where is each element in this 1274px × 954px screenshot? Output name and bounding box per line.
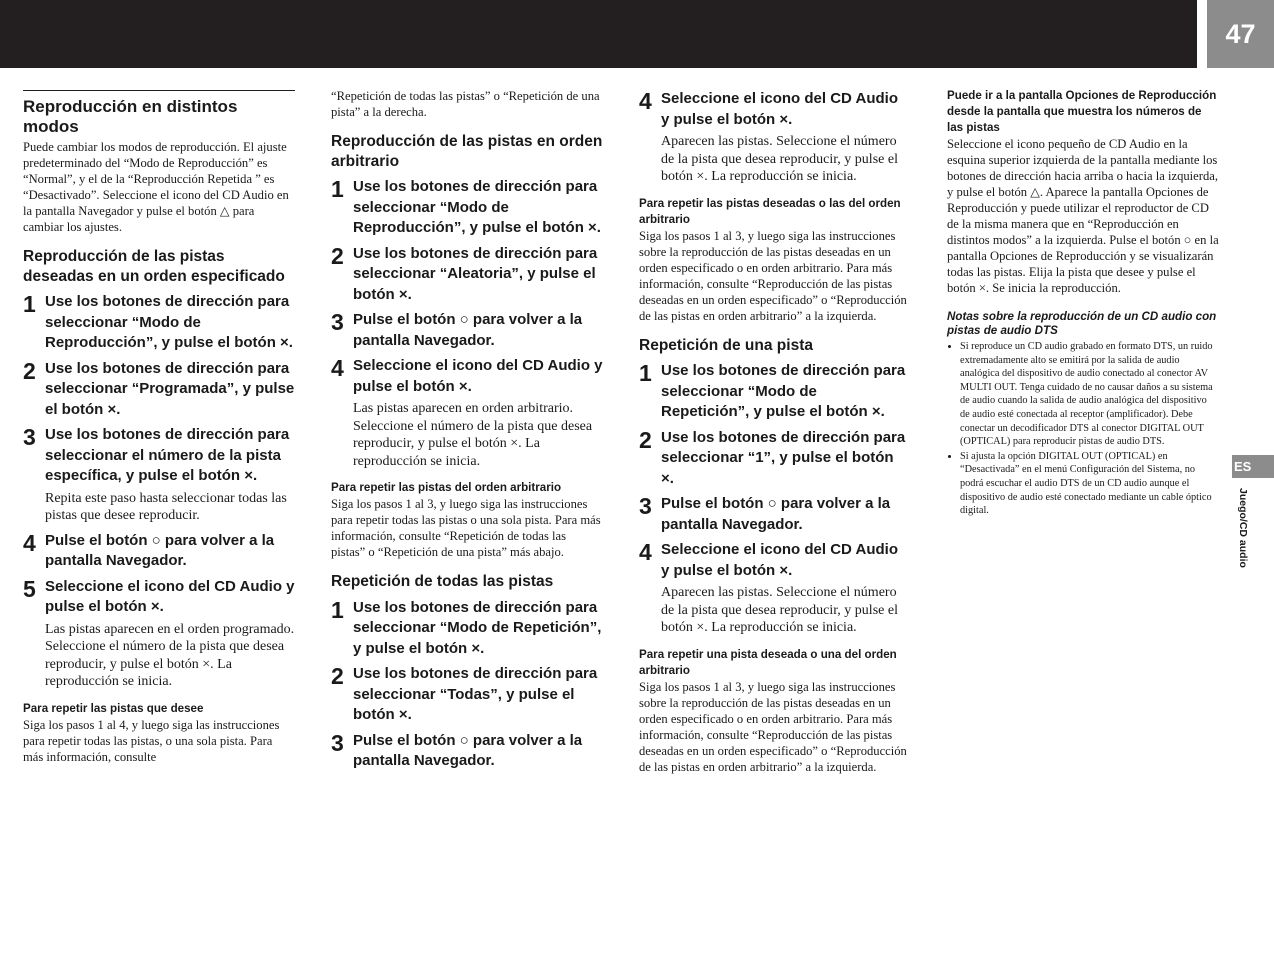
- repeat-one-text: Siga los pasos 1 al 3, y luego siga las instrucciones sobre la reproducción de las pistas deseadas en un orden especificado o en orden arbitrario. Para más información, consulte “Reproducción de las pistas deseadas en un orden especificado” o “Reproducción de las pistas en orden arbitrario” a la izquierda.: [639, 680, 907, 775]
- step-number: 4: [639, 88, 652, 114]
- step-note: Repita este paso hasta seleccionar todas las pistas que desee reproducir.: [45, 490, 287, 524]
- step-instruction: Use los botones de dirección para seleccionar “Modo de Reproducción”, y pulse el botón ×.: [45, 293, 293, 351]
- goto-options-text: Seleccione el icono pequeño de CD Audio en la esquina superior izquierda de la pantalla mediante los botones de dirección hacia arriba o hacia la izquierda, y pulse el botón △. Aparece la pantalla Opciones de Reproducción y puede utilizar el reproductor de CD de la misma manera que en “Reproducción en distintos modos” a la izquierda. Pulse el botón ○ en la pantalla Opciones de Reproducción y se visualizarán todas las pistas. Elija la pista que desee y pulse el botón ×. Se inicia la reproducción.: [947, 137, 1219, 295]
- step-instruction: Pulse el botón ○ para volver a la pantalla Navegador.: [45, 531, 275, 570]
- step-number: 3: [331, 729, 344, 756]
- step-list-repeat-all-cont: [639, 89, 909, 186]
- heading-repeat-all: Repetición de todas las pistas: [331, 573, 554, 591]
- step-instruction: Use los botones de dirección para seleccionar “Modo de Repetición”, y pulse el botón ×.: [353, 598, 602, 657]
- step-instruction: Seleccione el icono del CD Audio y pulse el botón ×.: [661, 541, 898, 579]
- step-item: [639, 89, 909, 130]
- step-list-specified: [23, 292, 295, 691]
- continued-text: “Repetición de todas las pistas” o “Repetición de una pista” a la derecha.: [331, 89, 600, 119]
- section-side-label: Juego/CD audio: [1237, 488, 1249, 568]
- step-instruction: Pulse el botón ○ para volver a la pantalla Navegador.: [353, 731, 583, 770]
- section-title-modes: Reproducción en distintos modos: [23, 97, 238, 136]
- step-item: [331, 664, 603, 726]
- step-item: [331, 244, 603, 306]
- step-number: 3: [23, 424, 36, 450]
- step-instruction: Use los botones de dirección para seleccionar “Modo de Reproducción”, y pulse el botón ×.: [353, 178, 601, 236]
- step-instruction: Use los botones de dirección para seleccionar “1”, y pulse el botón ×.: [661, 428, 906, 487]
- step-list-random: [331, 177, 603, 470]
- subheading-repeat-all: Para repetir las pistas deseadas o las del orden arbitrario: [639, 196, 901, 226]
- step-note: Las pistas aparecen en orden arbitrario. Seleccione el número de la pista que desea reproducir, y pulse el botón ×. La reproducción se inicia.: [353, 401, 593, 469]
- heading-repeat-one: Repetición de una pista: [639, 336, 813, 354]
- step-instruction: Use los botones de dirección para seleccionar “Aleatoria”, y pulse el botón ×.: [353, 244, 598, 303]
- step-item: [639, 540, 909, 581]
- step-number: 2: [639, 426, 652, 453]
- step-number: 4: [639, 539, 652, 566]
- step-number: 1: [331, 596, 344, 623]
- step-item: [331, 310, 603, 351]
- step-number: 2: [331, 663, 344, 690]
- column-3: [639, 84, 909, 775]
- language-tab: ES: [1232, 455, 1274, 478]
- step-item: [639, 494, 909, 535]
- step-instruction: Pulse el botón ○ para volver a la pantalla Navegador.: [661, 495, 891, 533]
- step-number: 3: [331, 309, 344, 335]
- heading-random-order: Reproducción de las pistas en orden arbitrario: [331, 133, 603, 170]
- step-item: [23, 425, 295, 487]
- step-item: [331, 598, 603, 660]
- step-number: 2: [331, 242, 344, 269]
- step-number: 1: [331, 176, 344, 202]
- step-instruction: Pulse el botón ○ para volver a la pantalla Navegador.: [353, 311, 583, 349]
- step-number: 2: [23, 357, 36, 384]
- page-number: 47: [1207, 0, 1274, 68]
- random-repeat-text: Siga los pasos 1 al 3, y luego siga las instrucciones para repetir todas las pistas o una sola pista. Para más información, consulte “Repetición de todas las pistas” o “Repetición de una pista” más abajo.: [331, 497, 601, 560]
- step-number: 1: [23, 291, 36, 317]
- intro-text: Puede cambiar los modos de reproducción. El ajuste predeterminado del “Modo de Reproducción” es “Normal”, y el de la “Reproducción Repetida ” es “Desactivado”. Seleccione el icono del CD Audio en la pantalla Navegador y pulse el botón △ para cambiar los ajustes.: [23, 140, 289, 234]
- step-instruction: Seleccione el icono del CD Audio y pulse el botón ×.: [353, 357, 603, 395]
- step-note: Las pistas aparecen en el orden programado. Seleccione el número de la pista que desea reproducir, y pulse el botón ×. La reproducción se inicia.: [45, 621, 295, 690]
- step-item: [23, 577, 295, 618]
- step-item: [639, 428, 909, 490]
- step-number: 4: [331, 355, 344, 381]
- step-list-repeat-all: [331, 598, 603, 772]
- step-instruction: Use los botones de dirección para seleccionar “Programada”, y pulse el botón ×.: [45, 359, 295, 418]
- repeat-all-text: Siga los pasos 1 al 3, y luego siga las instrucciones sobre la reproducción de las pistas deseadas en un orden especificado o en orden arbitrario. Para más información, consulte “Reproducción de las pistas deseadas en un orden especificado” o “Reproducción de las pistas en orden arbitrario” a la izquierda.: [639, 228, 907, 323]
- note-item: • Si reproduce un CD audio grabado en formato DTS, un ruido extremadamente alto se emitirá por la salida de audio analógica del dispositivo de audio conectado al conector AV MULTI OUT. Tenga cuidado de no causar daños a su sistema de audio cuando la salida de audio analógica del dispositivo de audio esté conectada al receptor (amplificador). Debe conectar un decodificador DTS al conector DIGITAL OUT (OPTICAL) para reproducir pistas de audio DTS.: [960, 340, 1219, 449]
- step-item: [23, 292, 295, 354]
- subheading-goto-options: Puede ir a la pantalla Opciones de Reproducción desde la pantalla que muestra los números de las pistas: [947, 89, 1217, 134]
- step-instruction: Seleccione el icono del CD Audio y pulse el botón ×.: [661, 90, 898, 128]
- step-item: [23, 531, 295, 572]
- header-bar: [0, 0, 1197, 68]
- step-number: 1: [639, 360, 652, 387]
- column-1: [23, 90, 295, 765]
- step-list-repeat-one: [639, 361, 909, 637]
- note-item: • Si ajusta la opción DIGITAL OUT (OPTICAL) en “Desactivada” en el menú Configuración del Sistema, no podrá escuchar el audio DTS de un CD audio aunque el dispositivo de audio esté conectado mediante un cable óptico digital.: [960, 450, 1219, 518]
- step-item: [639, 361, 909, 423]
- notes-list: [947, 340, 1219, 518]
- heading-specified-order: Reproducción de las pistas deseadas en un orden especificado: [23, 248, 285, 285]
- step-number: 3: [639, 493, 652, 520]
- step-number: 4: [23, 529, 36, 556]
- step-item: [331, 731, 603, 772]
- step-item: [331, 177, 603, 239]
- step-instruction: Seleccione el icono del CD Audio y pulse el botón ×.: [45, 577, 295, 616]
- column-2: [331, 88, 603, 775]
- step-item: [23, 359, 295, 421]
- step-number: 5: [23, 575, 36, 602]
- step-instruction: Use los botones de dirección para seleccionar “Todas”, y pulse el botón ×.: [353, 665, 598, 724]
- step-instruction: Use los botones de dirección para seleccionar “Modo de Repetición”, y pulse el botón ×.: [661, 362, 906, 421]
- step-item: [331, 356, 603, 397]
- step-instruction: Use los botones de dirección para seleccionar el número de la pista específica, y pulse el botón ×.: [45, 426, 290, 484]
- repeat-text: Siga los pasos 1 al 4, y luego siga las instrucciones para repetir todas las pistas, o una sola pista. Para más información, consulte: [23, 718, 280, 765]
- step-note: Aparecen las pistas. Seleccione el número de la pista que desea reproducir, y pulse el botón ×. La reproducción se inicia.: [661, 134, 898, 185]
- column-4: [947, 88, 1219, 519]
- subheading-random-repeat: Para repetir las pistas del orden arbitrario: [331, 481, 562, 495]
- step-note: Aparecen las pistas. Seleccione el número de la pista que desea reproducir, y pulse el botón ×. La reproducción se inicia.: [661, 585, 898, 636]
- notes-title: Notas sobre la reproducción de un CD audio con pistas de audio DTS: [947, 310, 1217, 337]
- subheading-repeat: Para repetir las pistas que desee: [23, 702, 204, 716]
- subheading-repeat-one: Para repetir una pista deseada o una del orden arbitrario: [639, 648, 897, 678]
